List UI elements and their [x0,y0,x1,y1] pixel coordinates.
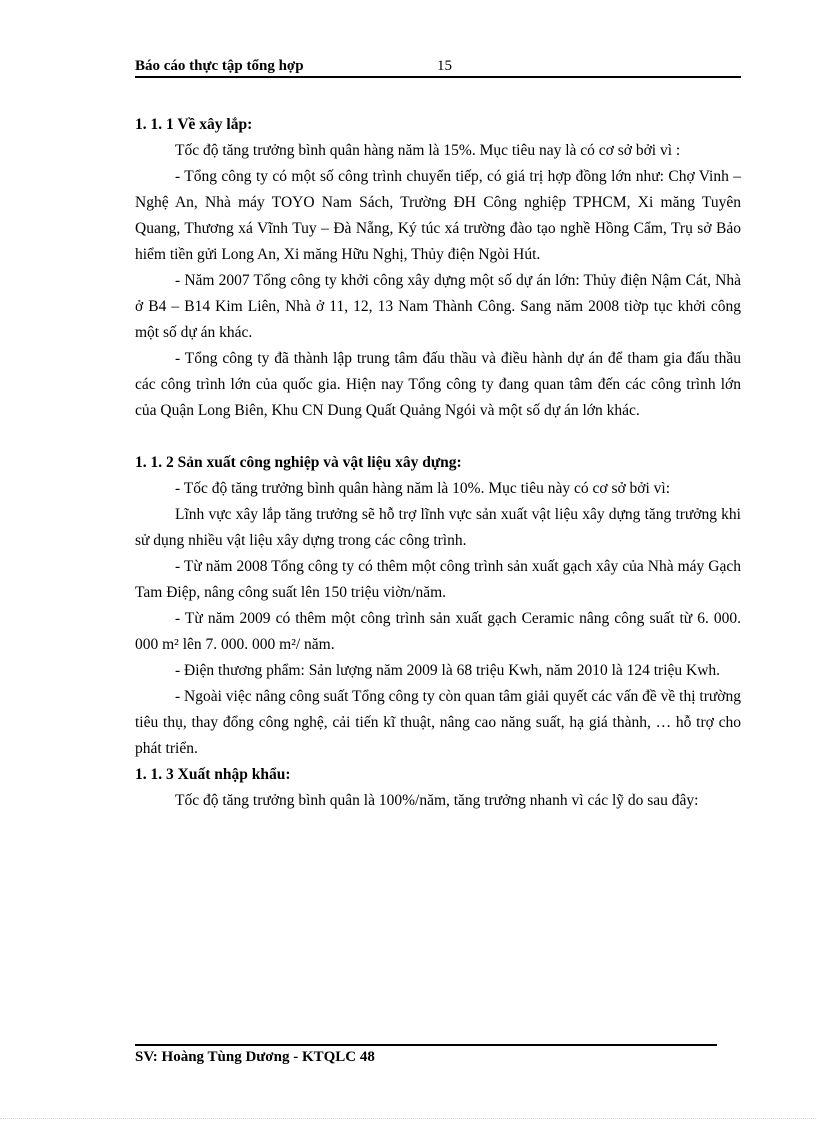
section-heading-1-1-1: 1. 1. 1 Về xây lắp: [135,116,253,133]
paragraph: - Tổng công ty đã thành lập trung tâm đấu thầu và điều hành dự án để tham gia đấu thầu các công trình lớn của quốc gia. Hiện nay Tổng công ty đang quan tâm đến các công trình lớn của Quận Long Biên, Khu CN Dung Quất Quảng Ngói và một số dự án lớn khác. [135,350,741,419]
paragraph: Lĩnh vực xây lắp tăng trưởng sẽ hỗ trợ lĩnh vực sản xuất vật liệu xây dựng tăng trưởng khi sử dụng nhiều vật liệu xây dựng trong các công trình. [135,506,741,549]
paragraph: Tốc độ tăng trưởng bình quân là 100%/năm, tăng trưởng nhanh vì các lỹ do sau đây: [175,792,699,809]
page-footer: SV: Hoàng Tùng Dương - KTQLC 48 [135,1049,375,1065]
document-body [135,112,741,814]
page-number: 15 [437,58,452,74]
paragraph: Tốc độ tăng trưởng bình quân hàng năm là 15%. Mục tiêu nay là có cơ sở bởi vì : [175,142,681,159]
page-edge [0,1118,816,1119]
paragraph: - Điện thương phẩm: Sản lượng năm 2009 là 68 triệu Kwh, năm 2010 là 124 triệu Kwh. [175,662,721,679]
section-heading-1-1-3: 1. 1. 3 Xuất nhập khẩu: [135,766,291,783]
paragraph: - Tổng công ty có một số công trình chuyển tiếp, có giá trị hợp đồng lớn như: Chợ Vinh – Nghệ An, Nhà máy TOYO Nam Sách, Trường ĐH Công nghiệp TPHCM, Xi măng Tuyên Quang, Thương xá Vĩnh Tuy – Đà Nẵng, Ký túc xá trường đào tạo nghề Hồng Cẩm, Trụ sở Bảo hiểm tiền gửi Long An, Xi măng Hữu Nghị, Thủy điện Ngòi Hút. [135,168,741,263]
paragraph: - Từ năm 2008 Tổng công ty có thêm một công trình sản xuất gạch xây của Nhà máy Gạch Tam Điệp, nâng công suất lên 150 triệu viờn/năm. [135,558,741,601]
paragraph: - Năm 2007 Tổng công ty khởi công xây dựng một số dự án lớn: Thủy điện Nậm Cát, Nhà ở B4 – B14 Kim Liên, Nhà ở 11, 12, 13 Nam Thành Công. Sang năm 2008 tiờp tục khởi công một số dự án khác. [135,272,741,341]
paragraph: - Từ năm 2009 có thêm một công trình sản xuất gạch Ceramic nâng công suất từ 6. 000. 000 m² lên 7. 000. 000 m²/ năm. [135,610,741,653]
page-header [135,56,741,78]
spacer [135,424,741,450]
header-title: Báo cáo thực tập tổng hợp [135,58,304,74]
section-heading-1-1-2: 1. 1. 2 Sản xuất công nghiệp và vật liệu xây dựng: [135,454,462,471]
footer-rule [135,1044,717,1046]
paragraph: - Ngoài việc nâng công suất Tổng công ty còn quan tâm giải quyết các vấn đề về thị trường tiêu thụ, thay đổng công nghệ, cải tiến kĩ thuật, nâng cao năng suất, hạ giá thành, … hỗ trợ cho phát triển. [135,688,741,757]
paragraph: - Tốc độ tăng trưởng bình quân hàng năm là 10%. Mục tiêu này có cơ sở bởi vì: [175,480,671,497]
